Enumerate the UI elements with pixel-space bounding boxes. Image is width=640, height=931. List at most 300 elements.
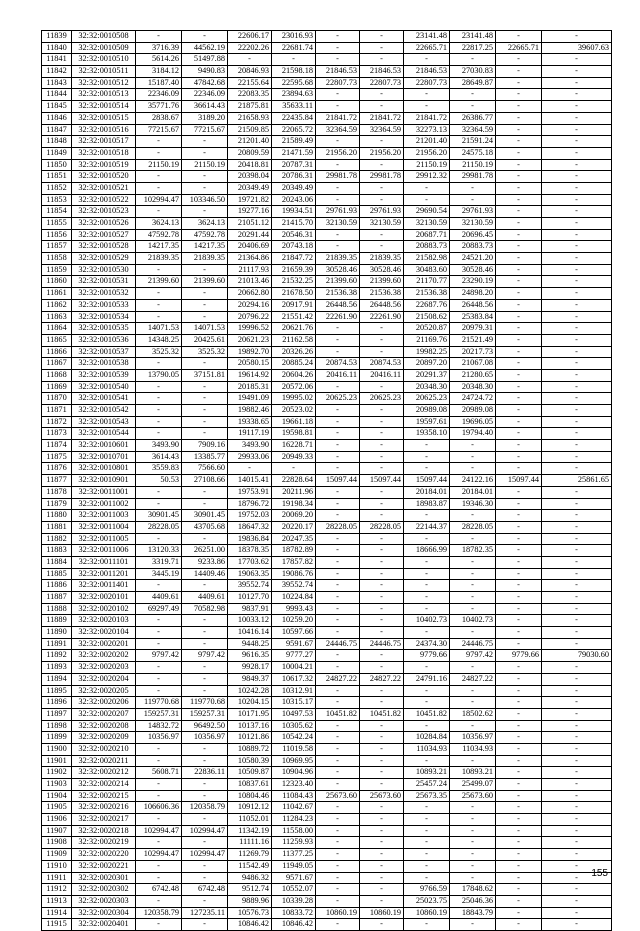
table-cell: - [496, 112, 542, 124]
table-cell: 32:32:0011005 [72, 533, 136, 545]
table-cell: 11042.67 [272, 802, 316, 814]
table-cell: 4409.61 [136, 592, 182, 604]
table-cell: 11870 [42, 393, 72, 405]
table-cell: - [496, 229, 542, 241]
table-cell: - [316, 89, 360, 101]
table-cell: - [316, 814, 360, 826]
table-cell: 19794.40 [450, 428, 496, 440]
table-cell: - [316, 42, 360, 54]
table-cell: - [360, 849, 404, 861]
table-cell: - [496, 673, 542, 685]
table-cell: 21589.49 [272, 136, 316, 148]
table-cell: 11863 [42, 311, 72, 323]
table-cell: 70582.98 [182, 603, 228, 615]
table-cell: 15097.44 [316, 475, 360, 487]
table-cell: - [450, 451, 496, 463]
table-cell: - [404, 580, 450, 592]
table-cell: - [182, 358, 228, 370]
table-cell: - [450, 860, 496, 872]
table-cell: - [228, 54, 272, 66]
table-cell: 21201.40 [228, 136, 272, 148]
table-row [42, 159, 612, 171]
table-cell: 79030.60 [542, 650, 612, 662]
table-cell: 32:32:0020204 [72, 673, 136, 685]
table-cell: 21875.81 [228, 101, 272, 113]
table-cell: - [316, 428, 360, 440]
table-cell: - [360, 101, 404, 113]
table-cell: 10833.72 [272, 907, 316, 919]
table-cell: - [496, 708, 542, 720]
table-cell: 11900 [42, 743, 72, 755]
table-row [42, 849, 612, 861]
table-cell: 32:32:0020304 [72, 907, 136, 919]
table-cell: 18796.72 [228, 498, 272, 510]
table-cell: - [496, 264, 542, 276]
table-cell: - [182, 814, 228, 826]
table-cell: 11542.49 [228, 860, 272, 872]
table-cell: 103346.50 [182, 194, 228, 206]
table-cell: 24446.75 [450, 638, 496, 650]
table-cell: 47592.78 [136, 229, 182, 241]
table-cell: - [182, 311, 228, 323]
table-cell: - [316, 603, 360, 615]
table-cell: - [182, 860, 228, 872]
table-cell: - [450, 556, 496, 568]
table-cell: - [542, 673, 612, 685]
table-row [42, 697, 612, 709]
table-cell: - [316, 872, 360, 884]
table-cell: 19614.92 [228, 369, 272, 381]
table-cell: - [360, 498, 404, 510]
table-cell: 32:32:0010515 [72, 112, 136, 124]
table-cell: - [136, 814, 182, 826]
table-cell: 11912 [42, 884, 72, 896]
table-cell: 20326.26 [272, 346, 316, 358]
table-cell: - [496, 147, 542, 159]
table-cell: 11034.93 [450, 743, 496, 755]
table-cell: - [496, 346, 542, 358]
table-cell: 39607.63 [542, 42, 612, 54]
table-cell: 3525.32 [182, 346, 228, 358]
table-cell: 30483.60 [404, 264, 450, 276]
table-cell: - [542, 720, 612, 732]
table-cell: 11867 [42, 358, 72, 370]
table-cell: - [136, 837, 182, 849]
table-row [42, 241, 612, 253]
table-cell: 11558.00 [272, 825, 316, 837]
table-cell: - [404, 194, 450, 206]
table-cell: 32:32:0010529 [72, 253, 136, 265]
table-cell: 19198.34 [272, 498, 316, 510]
table-cell: 14832.72 [136, 720, 182, 732]
table-row [42, 311, 612, 323]
table-cell: 10860.19 [316, 907, 360, 919]
table-cell: - [360, 592, 404, 604]
table-cell: 47842.68 [182, 77, 228, 89]
table-cell: - [404, 814, 450, 826]
table-cell: - [360, 755, 404, 767]
table-cell: - [404, 919, 450, 931]
table-cell: 11887 [42, 592, 72, 604]
table-cell: - [496, 860, 542, 872]
table-cell: - [360, 895, 404, 907]
table-row [42, 171, 612, 183]
table-row [42, 755, 612, 767]
table-cell: 32:32:0020208 [72, 720, 136, 732]
table-row [42, 42, 612, 54]
table-cell: 32:32:0010527 [72, 229, 136, 241]
table-row [42, 101, 612, 113]
table-cell: 47592.78 [182, 229, 228, 241]
table-cell: 22202.26 [228, 42, 272, 54]
table-cell: 19358.10 [404, 428, 450, 440]
table-cell: - [496, 463, 542, 475]
table-cell: 20291.37 [404, 369, 450, 381]
table-cell: 22144.37 [404, 521, 450, 533]
table-cell: - [496, 755, 542, 767]
table-cell: 3445.19 [136, 568, 182, 580]
table-cell: 9928.17 [228, 662, 272, 674]
table-cell: 18378.35 [228, 545, 272, 557]
table-cell: - [496, 767, 542, 779]
table-cell: - [496, 182, 542, 194]
table-row [42, 416, 612, 428]
table-cell: - [496, 136, 542, 148]
table-row [42, 510, 612, 522]
table-cell: - [360, 545, 404, 557]
table-cell: - [404, 463, 450, 475]
table-cell: - [542, 627, 612, 639]
table-row [42, 486, 612, 498]
table-cell: 11894 [42, 673, 72, 685]
table-cell: - [542, 311, 612, 323]
table-cell: 11854 [42, 206, 72, 218]
table-cell: 32:32:0020212 [72, 767, 136, 779]
table-cell: - [496, 545, 542, 557]
table-cell: - [496, 206, 542, 218]
table-cell: 25861.65 [542, 475, 612, 487]
table-cell: 22435.84 [272, 112, 316, 124]
table-cell: - [450, 837, 496, 849]
table-cell: - [404, 533, 450, 545]
table-cell: 20580.15 [228, 358, 272, 370]
table-row [42, 276, 612, 288]
table-cell: 15187.40 [136, 77, 182, 89]
table-cell: 21150.19 [136, 159, 182, 171]
table-cell: - [272, 463, 316, 475]
table-cell: - [182, 416, 228, 428]
table-cell: - [182, 743, 228, 755]
table-cell: 43705.68 [182, 521, 228, 533]
table-cell: - [136, 206, 182, 218]
table-cell: 19346.30 [450, 498, 496, 510]
table-row [42, 31, 612, 43]
table-cell: 19934.51 [272, 206, 316, 218]
table-cell: - [316, 825, 360, 837]
table-row [42, 521, 612, 533]
table-cell: 3184.12 [136, 66, 182, 78]
table-row [42, 592, 612, 604]
table-cell: 22261.90 [360, 311, 404, 323]
table-cell: - [496, 919, 542, 931]
table-cell: - [496, 510, 542, 522]
table-row [42, 615, 612, 627]
table-cell: 24122.16 [450, 475, 496, 487]
table-cell: - [316, 767, 360, 779]
table-cell: 23894.63 [272, 89, 316, 101]
table-cell: - [136, 299, 182, 311]
table-cell: 32:32:0020205 [72, 685, 136, 697]
table-cell: - [360, 650, 404, 662]
table-cell: 32:32:0010601 [72, 440, 136, 452]
table-row [42, 89, 612, 101]
table-cell: 10509.87 [228, 767, 272, 779]
table-cell: 22665.71 [496, 42, 542, 54]
table-cell: - [360, 428, 404, 440]
table-cell: 22807.73 [360, 77, 404, 89]
table-cell: 13790.05 [136, 369, 182, 381]
table-cell: 22681.74 [272, 42, 316, 54]
table-cell: 20874.53 [316, 358, 360, 370]
table-cell: 21956.20 [316, 147, 360, 159]
table-cell: 32:32:0010542 [72, 405, 136, 417]
table-row [42, 66, 612, 78]
table-cell: 25457.24 [404, 779, 450, 791]
table-cell: 30528.46 [450, 264, 496, 276]
table-cell: - [542, 194, 612, 206]
table-row [42, 405, 612, 417]
table-cell: - [316, 31, 360, 43]
table-cell: 20348.30 [450, 381, 496, 393]
table-cell: 11377.25 [272, 849, 316, 861]
table-cell: - [542, 767, 612, 779]
table-cell: - [136, 743, 182, 755]
table-cell: 9849.37 [228, 673, 272, 685]
table-cell: 15097.44 [496, 475, 542, 487]
table-cell: 11901 [42, 755, 72, 767]
table-cell: - [360, 136, 404, 148]
table-cell: - [542, 147, 612, 159]
table-cell: - [542, 825, 612, 837]
table-cell: 21658.93 [228, 112, 272, 124]
table-cell: 32:32:0010509 [72, 42, 136, 54]
table-cell: 15097.44 [360, 475, 404, 487]
table-cell: - [496, 627, 542, 639]
table-cell: - [542, 521, 612, 533]
table-cell: 20687.71 [404, 229, 450, 241]
table-cell: - [136, 405, 182, 417]
table-cell: 10846.42 [228, 919, 272, 931]
table-cell: - [542, 264, 612, 276]
table-cell: 32:32:0020103 [72, 615, 136, 627]
table-cell: 10204.15 [228, 697, 272, 709]
table-cell: - [496, 171, 542, 183]
table-cell: - [182, 638, 228, 650]
table-cell: - [542, 498, 612, 510]
table-cell: - [450, 533, 496, 545]
table-cell: 23290.19 [450, 276, 496, 288]
table-cell: 20897.20 [404, 358, 450, 370]
table-cell: - [360, 556, 404, 568]
table-cell: 32:32:0010516 [72, 124, 136, 136]
table-cell: 32:32:0010519 [72, 159, 136, 171]
table-cell: - [542, 732, 612, 744]
table-cell: 10356.97 [182, 732, 228, 744]
table-cell: 29761.93 [360, 206, 404, 218]
table-row [42, 463, 612, 475]
table-cell: 21399.60 [136, 276, 182, 288]
table-cell: 21509.85 [228, 124, 272, 136]
table-cell: 14348.25 [136, 334, 182, 346]
table-cell: 21847.72 [272, 253, 316, 265]
table-row [42, 369, 612, 381]
table-cell: 11849 [42, 147, 72, 159]
table-cell: 32:32:0020219 [72, 837, 136, 849]
table-cell: 11883 [42, 545, 72, 557]
table-cell: - [404, 720, 450, 732]
table-cell: 21582.98 [404, 253, 450, 265]
table-cell: 11871 [42, 405, 72, 417]
table-row [42, 299, 612, 311]
table-cell: - [136, 533, 182, 545]
table-cell: 11877 [42, 475, 72, 487]
table-cell: 32:32:0010544 [72, 428, 136, 440]
table-cell: 22687.76 [404, 299, 450, 311]
table-cell: 24521.20 [450, 253, 496, 265]
table-cell: 32:32:0020301 [72, 872, 136, 884]
table-cell: - [404, 592, 450, 604]
table-cell: - [316, 720, 360, 732]
table-cell: - [496, 592, 542, 604]
table-cell: - [542, 790, 612, 802]
table-cell: - [182, 872, 228, 884]
table-cell: - [542, 89, 612, 101]
table-cell: - [496, 311, 542, 323]
table-cell: - [136, 790, 182, 802]
table-cell: - [360, 533, 404, 545]
table-cell: 9777.27 [272, 650, 316, 662]
table-cell: - [228, 463, 272, 475]
table-row [42, 919, 612, 931]
table-cell: 21536.38 [316, 288, 360, 300]
table-cell: 11866 [42, 346, 72, 358]
table-cell: - [136, 393, 182, 405]
table-cell: - [496, 334, 542, 346]
table-cell: 10356.97 [450, 732, 496, 744]
table-cell: - [542, 276, 612, 288]
table-cell: - [182, 615, 228, 627]
table-cell: 21051.12 [228, 218, 272, 230]
table-cell: 9512.74 [228, 884, 272, 896]
table-row [42, 428, 612, 440]
table-cell: 32:32:0010534 [72, 311, 136, 323]
table-cell: - [182, 779, 228, 791]
table-cell: 32:32:0011101 [72, 556, 136, 568]
table-cell: - [542, 743, 612, 755]
table-cell: 28228.05 [360, 521, 404, 533]
table-cell: 20523.02 [272, 405, 316, 417]
table-cell: 32:32:0010518 [72, 147, 136, 159]
table-cell: - [542, 334, 612, 346]
table-cell: 28649.87 [450, 77, 496, 89]
table-cell: - [182, 182, 228, 194]
table-cell: - [496, 428, 542, 440]
table-cell: 20604.26 [272, 369, 316, 381]
table-cell: - [136, 171, 182, 183]
table-cell: - [182, 405, 228, 417]
table-cell: 19996.52 [228, 323, 272, 335]
table-cell: 11034.93 [404, 743, 450, 755]
table-cell: 32130.59 [404, 218, 450, 230]
table-cell: 11878 [42, 486, 72, 498]
table-cell: 22155.64 [228, 77, 272, 89]
table-cell: - [496, 89, 542, 101]
table-row [42, 381, 612, 393]
table-cell: - [404, 440, 450, 452]
table-cell: - [316, 101, 360, 113]
table-cell: 11872 [42, 416, 72, 428]
table-cell: - [404, 627, 450, 639]
table-cell: - [136, 685, 182, 697]
table-cell: 29981.78 [450, 171, 496, 183]
table-cell: - [450, 627, 496, 639]
table-cell: 11869 [42, 381, 72, 393]
table-cell: - [182, 627, 228, 639]
table-cell: 20425.61 [182, 334, 228, 346]
table-cell: - [360, 31, 404, 43]
table-cell: - [136, 311, 182, 323]
table-cell: 32:32:0020206 [72, 697, 136, 709]
table-row [42, 603, 612, 615]
table-cell: 11052.01 [228, 814, 272, 826]
table-cell: - [404, 662, 450, 674]
table-cell: 21364.86 [228, 253, 272, 265]
table-cell: 21598.18 [272, 66, 316, 78]
table-cell: - [542, 907, 612, 919]
table-cell: - [542, 136, 612, 148]
table-row [42, 194, 612, 206]
table-cell: 28228.05 [136, 521, 182, 533]
table-cell: - [542, 463, 612, 475]
table-cell: 11909 [42, 849, 72, 861]
table-cell: - [542, 860, 612, 872]
table-cell: 20418.81 [228, 159, 272, 171]
table-cell: 9766.59 [404, 884, 450, 896]
table-cell: 11848 [42, 136, 72, 148]
table-cell: 32:32:0010521 [72, 182, 136, 194]
table-cell: - [450, 463, 496, 475]
table-cell: - [360, 837, 404, 849]
table-row [42, 872, 612, 884]
table-cell: 11914 [42, 907, 72, 919]
table-cell: - [496, 732, 542, 744]
table-cell: - [496, 697, 542, 709]
table-cell: - [136, 358, 182, 370]
table-cell: - [182, 580, 228, 592]
table-cell: 11893 [42, 662, 72, 674]
table-cell: - [316, 592, 360, 604]
table-cell: 11913 [42, 895, 72, 907]
table-cell: 9571.67 [272, 872, 316, 884]
table-cell: 20546.31 [272, 229, 316, 241]
table-body [42, 31, 612, 931]
table-row [42, 907, 612, 919]
table-row [42, 895, 612, 907]
table-cell: 11846 [42, 112, 72, 124]
table-cell: 69297.49 [136, 603, 182, 615]
table-cell: 4409.61 [182, 592, 228, 604]
table-cell: 21521.49 [450, 334, 496, 346]
